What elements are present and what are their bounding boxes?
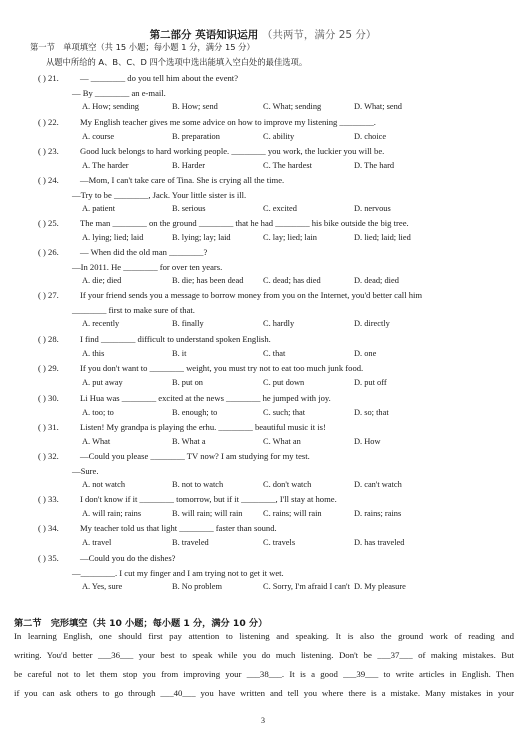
option-c: C. don't watch	[263, 480, 312, 489]
question-text: If your friend sends you a message to borrow money from you on the Internet, you'd better call him	[80, 290, 423, 300]
option-a: A. put away	[82, 377, 123, 387]
part-title-score: （共两节，满分 25 分）	[261, 29, 377, 41]
option-a: A. Yes, sure	[82, 582, 123, 591]
question-text: Listen! My grandpa is playing the erhu. ________ beautiful music it is!	[80, 422, 326, 432]
option-d: D. dead; died	[354, 276, 399, 285]
option-a: A. lying; lied; laid	[82, 232, 144, 242]
question-text: The man ________ on the ground ________ that he had ________ his bike outside the big tree.	[80, 218, 409, 228]
option-d: D. lied; laid; lied	[354, 232, 411, 242]
option-a: A. travel	[82, 537, 112, 547]
option-b: B. it	[172, 348, 187, 358]
option-a: A. too; to	[82, 407, 114, 417]
question-text: —In 2011. He ________ for over ten years.	[72, 261, 223, 272]
question-text: —Could you do the dishes?	[80, 553, 176, 563]
option-d: D. choice	[354, 131, 387, 141]
answer-bracket: ( ) 26.	[38, 247, 59, 257]
option-a: A. The harder	[82, 160, 129, 170]
option-a: A. not watch	[82, 480, 126, 489]
option-c: C. What an	[263, 436, 301, 446]
option-b: B. What a	[172, 436, 206, 446]
option-a: A. recently	[82, 319, 120, 328]
question-text: If you don't want to ________ weight, you must try not to eat too much junk food.	[80, 363, 364, 373]
cloze-line: writing. You'd better ___36___ your best to speak while you do much listening. Don't be ___37___ of making mistakes. But	[14, 650, 514, 660]
option-b: B. finally	[172, 319, 204, 328]
option-a: A. will rain; rains	[82, 508, 142, 518]
option-b: B. not to watch	[172, 480, 224, 489]
answer-bracket: ( ) 25.	[38, 218, 59, 228]
option-d: D. directly	[354, 319, 390, 328]
answer-bracket: ( ) 21.	[38, 73, 59, 83]
question-text: My teacher told us that light ________ faster than sound.	[80, 523, 277, 533]
option-b: B. Harder	[172, 160, 206, 170]
option-b: B. lying; lay; laid	[172, 232, 231, 242]
option-d: D. The hard	[354, 160, 395, 170]
option-c: C. rains; will rain	[263, 508, 322, 518]
option-b: B. enough; to	[172, 407, 218, 417]
option-a: A. course	[82, 131, 115, 141]
page-number: 3	[261, 716, 265, 725]
section1-heading: 第一节 单项填空（共 15 小题；每小题 1 分，满分 15 分）	[30, 42, 255, 52]
answer-bracket: ( ) 24.	[38, 175, 59, 185]
answer-bracket: ( ) 30.	[38, 393, 59, 403]
option-d: D. can't watch	[354, 480, 402, 489]
question-text: —Could you please ________ TV now? I am studying for my test.	[80, 451, 310, 461]
option-a: A. How; sending	[82, 102, 139, 111]
cloze-line: be careful not to let them stop you from improving your ___38___. It is a good ___39___ to write articles in English. Then	[14, 669, 514, 679]
option-d: D. so; that	[354, 407, 389, 417]
option-a: A. patient	[82, 204, 116, 213]
option-d: D. What; send	[354, 102, 402, 111]
question-text: —Sure.	[72, 465, 99, 476]
option-c: C. The hardest	[263, 160, 312, 170]
option-d: D. has traveled	[354, 537, 405, 547]
question-text: —Try to be ________, Jack. Your little sister is ill.	[72, 189, 247, 200]
option-c: C. Sorry, I'm afraid I can't	[263, 582, 350, 591]
answer-bracket: ( ) 31.	[38, 422, 59, 432]
option-c: C. ability	[263, 131, 295, 141]
option-d: D. one	[354, 348, 377, 358]
question-text: — When did the old man ________?	[80, 247, 208, 257]
question-text: ________ first to make sure of that.	[72, 304, 195, 315]
option-b: B. put on	[172, 377, 203, 387]
option-c: C. excited	[263, 204, 297, 213]
option-c: C. travels	[263, 537, 296, 547]
answer-bracket: ( ) 33.	[38, 494, 59, 504]
option-b: B. No problem	[172, 582, 223, 591]
option-b: B. die; has been dead	[172, 276, 244, 285]
question-text: I don't know if it ________ tomorrow, but if it ________, I'll stay at home.	[80, 494, 337, 504]
answer-bracket: ( ) 35.	[38, 553, 59, 563]
section2-heading: 第二节 完形填空（共 10 小题；每小题 1 分，满分 10 分）	[14, 618, 268, 629]
answer-bracket: ( ) 29.	[38, 363, 59, 373]
answer-bracket: ( ) 32.	[38, 451, 59, 461]
option-c: C. hardly	[263, 319, 295, 328]
answer-bracket: ( ) 28.	[38, 334, 59, 344]
question-text: Li Hua was ________ excited at the news ________ he jumped with joy.	[80, 393, 331, 403]
answer-bracket: ( ) 27.	[38, 290, 59, 300]
option-c: C. dead; has died	[263, 276, 321, 285]
option-b: B. serious	[172, 204, 206, 213]
answer-bracket: ( ) 22.	[38, 117, 59, 127]
option-a: A. this	[82, 348, 105, 358]
option-a: A. What	[82, 436, 111, 446]
cloze-line: if you can ask others to go through ___40___ you have written and tell you where there is a mistake. Many mistakes in your	[14, 688, 514, 698]
question-text: My English teacher gives me some advice on how to improve my listening ________.	[80, 117, 376, 127]
cloze-line: In learning English, one should first pay attention to listening and speaking. It is also the ground work of reading and	[14, 631, 514, 641]
option-b: B. traveled	[172, 537, 209, 547]
option-b: B. will rain; will rain	[172, 508, 243, 518]
option-a: A. die; died	[82, 276, 122, 285]
option-d: D. How	[354, 436, 381, 446]
option-c: C. lay; lied; lain	[263, 232, 317, 242]
option-c: C. that	[263, 348, 286, 358]
part-title	[0, 27, 526, 42]
answer-bracket: ( ) 23.	[38, 146, 59, 156]
option-d: D. rains; rains	[354, 508, 402, 518]
answer-bracket: ( ) 34.	[38, 523, 59, 533]
question-text: — ________ do you tell him about the event?	[80, 73, 239, 83]
question-text: I find ________ difficult to understand spoken English.	[80, 334, 271, 344]
option-c: C. such; that	[263, 407, 306, 417]
part-title-main: 第二部分 英语知识运用	[149, 29, 259, 41]
option-d: D. nervous	[354, 204, 391, 213]
option-c: C. What; sending	[263, 102, 322, 111]
option-b: B. preparation	[172, 131, 220, 141]
question-text: Good luck belongs to hard working people. ________ you work, the luckier you will be.	[80, 146, 385, 156]
question-text: —Mom, I can't take care of Tina. She is crying all the time.	[80, 175, 285, 185]
option-d: D. put off	[354, 377, 387, 387]
option-c: C. put down	[263, 377, 305, 387]
question-text: — By ________ an e-mail.	[72, 87, 166, 98]
section1-instruction: 从题中所给的 A、B、C、D 四个选项中选出能填入空白处的最佳选项。	[46, 57, 308, 67]
option-b: B. How; send	[172, 102, 218, 111]
question-text: —________. I cut my finger and I am trying not to get it wet.	[72, 567, 284, 578]
option-d: D. My pleasure	[354, 582, 406, 591]
